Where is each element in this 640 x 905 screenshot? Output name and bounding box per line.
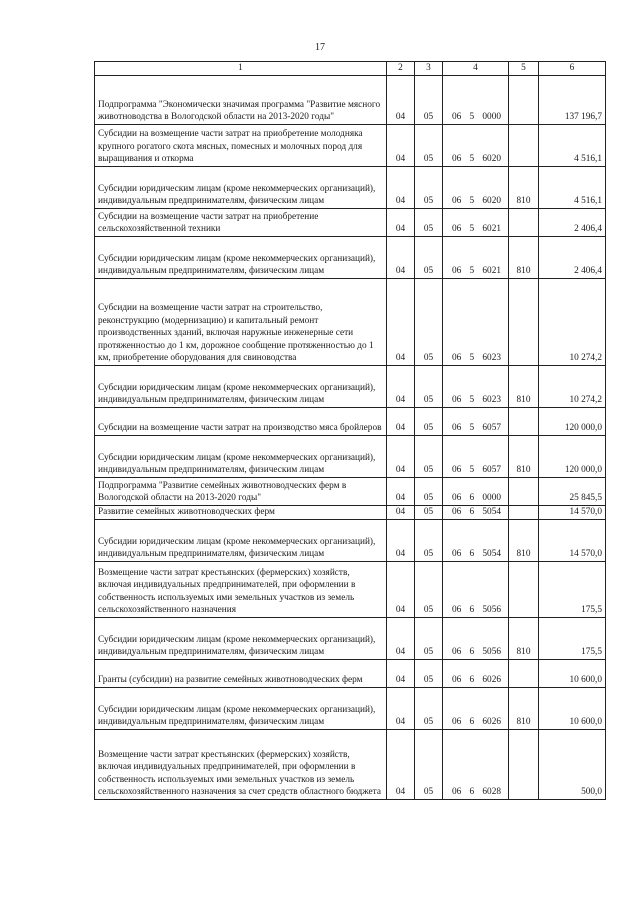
target-article-part: 6: [469, 549, 475, 560]
target-article-part: 5: [469, 353, 475, 364]
row-name-cell: Подпрограмма "Экономически значимая программа "Развитие мясного животноводства в Вологодской области на 2013-2020 годы": [95, 76, 387, 125]
subsection-code-cell: 05: [415, 730, 443, 800]
amount-cell: 175,5: [539, 562, 606, 618]
target-article-cell: [443, 660, 509, 688]
row-name-cell: Развитие семейных животноводческих ферм: [95, 506, 387, 520]
target-article-part: 6026: [482, 717, 501, 728]
target-article-part: 06: [452, 224, 462, 235]
target-article-part: 6020: [482, 154, 501, 165]
row-name-cell: Гранты (субсидии) на развитие семейных животноводческих ферм: [95, 660, 387, 688]
column-header: 1: [95, 62, 387, 76]
subsection-code-cell: 05: [415, 408, 443, 436]
target-article-part: 06: [452, 154, 462, 165]
target-article-part: 06: [452, 717, 462, 728]
row-name-cell: Субсидии юридическим лицам (кроме некоммерческих организаций), индивидуальным предпринимателям, физическим лицам: [95, 520, 387, 562]
row-name-cell: Субсидии юридическим лицам (кроме некоммерческих организаций), индивидуальным предпринимателям, физическим лицам: [95, 167, 387, 209]
subsection-code-cell: 05: [415, 478, 443, 506]
amount-cell: 25 845,5: [539, 478, 606, 506]
target-article-cell: [443, 279, 509, 366]
subsection-code-cell: 05: [415, 366, 443, 408]
expense-type-cell: [509, 506, 539, 520]
column-header: 5: [509, 62, 539, 76]
target-article-cell: [443, 436, 509, 478]
target-article-part: 06: [452, 196, 462, 207]
target-article-part: 06: [452, 112, 462, 123]
table-row: [95, 688, 606, 730]
target-article-cell: [443, 688, 509, 730]
target-article-part: 06: [452, 493, 462, 504]
table-row: [95, 520, 606, 562]
target-article-part: 6: [469, 493, 475, 504]
amount-cell: 137 196,7: [539, 76, 606, 125]
target-article-part: 06: [452, 675, 462, 686]
row-name-cell: Субсидии на возмещение части затрат на производство мяса бройлеров: [95, 408, 387, 436]
amount-cell: 14 570,0: [539, 520, 606, 562]
amount-cell: 2 406,4: [539, 209, 606, 237]
expense-type-cell: [509, 408, 539, 436]
target-article-part: 0000: [482, 112, 501, 123]
section-code-cell: 04: [387, 660, 415, 688]
amount-cell: 4 516,1: [539, 125, 606, 167]
amount-cell: 10 274,2: [539, 279, 606, 366]
target-article-part: 06: [452, 353, 462, 364]
subsection-code-cell: 05: [415, 520, 443, 562]
subsection-code-cell: 05: [415, 688, 443, 730]
target-article-part: 5: [469, 465, 475, 476]
column-header: 6: [539, 62, 606, 76]
section-code-cell: 04: [387, 562, 415, 618]
table-row: [95, 209, 606, 237]
table-row: [95, 506, 606, 520]
amount-cell: 14 570,0: [539, 506, 606, 520]
section-code-cell: 04: [387, 478, 415, 506]
table-row: [95, 660, 606, 688]
subsection-code-cell: 05: [415, 436, 443, 478]
amount-cell: 10 600,0: [539, 688, 606, 730]
subsection-code-cell: 05: [415, 76, 443, 125]
row-name-cell: Субсидии на возмещение части затрат на строительство, реконструкцию (модернизацию) и капитальный ремонт производственных зданий, включая наружные инженерные сети протяженностью до 1 км, дорожное сообщение протяженностью до 1 км, приобретение оборудования для свиноводства: [95, 279, 387, 366]
subsection-code-cell: 05: [415, 660, 443, 688]
expense-type-cell: [509, 76, 539, 125]
target-article-cell: [443, 478, 509, 506]
amount-cell: 120 000,0: [539, 408, 606, 436]
table-row: [95, 76, 606, 125]
target-article-cell: [443, 506, 509, 520]
target-article-part: 06: [452, 423, 462, 434]
target-article-part: 6021: [482, 224, 501, 235]
table-row: [95, 436, 606, 478]
target-article-part: 5: [469, 266, 475, 277]
expense-type-cell: [509, 125, 539, 167]
table-row: [95, 478, 606, 506]
target-article-part: 6020: [482, 196, 501, 207]
subsection-code-cell: 05: [415, 618, 443, 660]
target-article-part: 06: [452, 266, 462, 277]
target-article-part: 06: [452, 395, 462, 406]
target-article-part: 06: [452, 465, 462, 476]
target-article-cell: [443, 520, 509, 562]
target-article-part: 6023: [482, 353, 501, 364]
amount-cell: 2 406,4: [539, 237, 606, 279]
table-row: [95, 618, 606, 660]
target-article-cell: [443, 618, 509, 660]
amount-cell: 120 000,0: [539, 436, 606, 478]
target-article-cell: [443, 76, 509, 125]
row-name-cell: Возмещение части затрат крестьянских (фермерских) хозяйств, включая индивидуальных предпринимателей, при оформлении в собственность используемых ими земельных участков из земель сельскохозяйственного назначения: [95, 562, 387, 618]
table-row: [95, 562, 606, 618]
expense-type-cell: [509, 562, 539, 618]
amount-cell: 10 600,0: [539, 660, 606, 688]
expense-type-cell: [509, 660, 539, 688]
target-article-cell: [443, 366, 509, 408]
target-article-part: 5: [469, 112, 475, 123]
expense-type-cell: 810: [509, 618, 539, 660]
target-article-part: 5: [469, 423, 475, 434]
target-article-part: 06: [452, 647, 462, 658]
section-code-cell: 04: [387, 506, 415, 520]
target-article-part: 6028: [482, 787, 501, 798]
section-code-cell: 04: [387, 436, 415, 478]
row-name-cell: Подпрограмма "Развитие семейных животноводческих ферм в Вологодской области на 2013-2020 годы": [95, 478, 387, 506]
expense-type-cell: [509, 209, 539, 237]
expense-type-cell: [509, 279, 539, 366]
target-article-part: 5054: [482, 549, 501, 560]
target-article-cell: [443, 125, 509, 167]
target-article-part: 5: [469, 154, 475, 165]
amount-cell: 4 516,1: [539, 167, 606, 209]
target-article-cell: [443, 730, 509, 800]
section-code-cell: 04: [387, 730, 415, 800]
target-article-part: 06: [452, 605, 462, 616]
header-row: [95, 62, 606, 76]
subsection-code-cell: 05: [415, 279, 443, 366]
amount-cell: 175,5: [539, 618, 606, 660]
target-article-cell: [443, 237, 509, 279]
target-article-part: 06: [452, 549, 462, 560]
table-row: [95, 730, 606, 800]
subsection-code-cell: 05: [415, 237, 443, 279]
subsection-code-cell: 05: [415, 562, 443, 618]
budget-table: [94, 61, 606, 800]
row-name-cell: Субсидии юридическим лицам (кроме некоммерческих организаций), индивидуальным предпринимателям, физическим лицам: [95, 688, 387, 730]
target-article-part: 6057: [482, 423, 501, 434]
amount-cell: 500,0: [539, 730, 606, 800]
table-row: [95, 279, 606, 366]
column-header: 2: [387, 62, 415, 76]
expense-type-cell: 810: [509, 688, 539, 730]
section-code-cell: 04: [387, 76, 415, 125]
expense-type-cell: 810: [509, 436, 539, 478]
target-article-part: 5056: [482, 605, 501, 616]
page-number: 17: [315, 42, 325, 53]
subsection-code-cell: 05: [415, 209, 443, 237]
section-code-cell: 04: [387, 209, 415, 237]
row-name-cell: Субсидии юридическим лицам (кроме некоммерческих организаций), индивидуальным предпринимателям, физическим лицам: [95, 618, 387, 660]
target-article-part: 6057: [482, 465, 501, 476]
row-name-cell: Субсидии юридическим лицам (кроме некоммерческих организаций), индивидуальным предпринимателям, физическим лицам: [95, 366, 387, 408]
expense-type-cell: 810: [509, 520, 539, 562]
expense-type-cell: 810: [509, 366, 539, 408]
table-row: [95, 408, 606, 436]
column-header: 4: [443, 62, 509, 76]
target-article-part: 6: [469, 675, 475, 686]
table-row: [95, 125, 606, 167]
target-article-part: 5054: [482, 507, 501, 518]
column-header: 3: [415, 62, 443, 76]
section-code-cell: 04: [387, 688, 415, 730]
target-article-part: 5: [469, 196, 475, 207]
target-article-part: 6: [469, 507, 475, 518]
section-code-cell: 04: [387, 279, 415, 366]
subsection-code-cell: 05: [415, 167, 443, 209]
target-article-cell: [443, 209, 509, 237]
target-article-part: 06: [452, 787, 462, 798]
table-row: [95, 366, 606, 408]
row-name-cell: Возмещение части затрат крестьянских (фермерских) хозяйств, включая индивидуальных предпринимателей, при оформлении в собственность используемых ими земельных участков из земель сельскохозяйственного назначения за счет средств областного бюджета: [95, 730, 387, 800]
target-article-part: 6: [469, 605, 475, 616]
section-code-cell: 04: [387, 408, 415, 436]
target-article-part: 6023: [482, 395, 501, 406]
subsection-code-cell: 05: [415, 125, 443, 167]
target-article-part: 0000: [482, 493, 501, 504]
target-article-part: 06: [452, 507, 462, 518]
table-body: [95, 76, 606, 800]
section-code-cell: 04: [387, 366, 415, 408]
target-article-cell: [443, 167, 509, 209]
target-article-part: 6: [469, 787, 475, 798]
target-article-part: 5056: [482, 647, 501, 658]
section-code-cell: 04: [387, 520, 415, 562]
target-article-cell: [443, 562, 509, 618]
target-article-part: 6021: [482, 266, 501, 277]
subsection-code-cell: 05: [415, 506, 443, 520]
amount-cell: 10 274,2: [539, 366, 606, 408]
table-row: [95, 167, 606, 209]
section-code-cell: 04: [387, 167, 415, 209]
section-code-cell: 04: [387, 237, 415, 279]
section-code-cell: 04: [387, 125, 415, 167]
expense-type-cell: [509, 730, 539, 800]
expense-type-cell: [509, 478, 539, 506]
target-article-part: 5: [469, 224, 475, 235]
table-row: [95, 237, 606, 279]
target-article-part: 5: [469, 395, 475, 406]
target-article-part: 6026: [482, 675, 501, 686]
target-article-part: 6: [469, 647, 475, 658]
row-name-cell: Субсидии юридическим лицам (кроме некоммерческих организаций), индивидуальным предпринимателям, физическим лицам: [95, 237, 387, 279]
row-name-cell: Субсидии на возмещение части затрат на приобретение сельскохозяйственной техники: [95, 209, 387, 237]
expense-type-cell: 810: [509, 237, 539, 279]
row-name-cell: Субсидии на возмещение части затрат на приобретение молодняка крупного рогатого скота мясных, помесных и молочных пород для выращивания и откорма: [95, 125, 387, 167]
row-name-cell: Субсидии юридическим лицам (кроме некоммерческих организаций), индивидуальным предпринимателям, физическим лицам: [95, 436, 387, 478]
expense-type-cell: 810: [509, 167, 539, 209]
target-article-part: 6: [469, 717, 475, 728]
section-code-cell: 04: [387, 618, 415, 660]
target-article-cell: [443, 408, 509, 436]
